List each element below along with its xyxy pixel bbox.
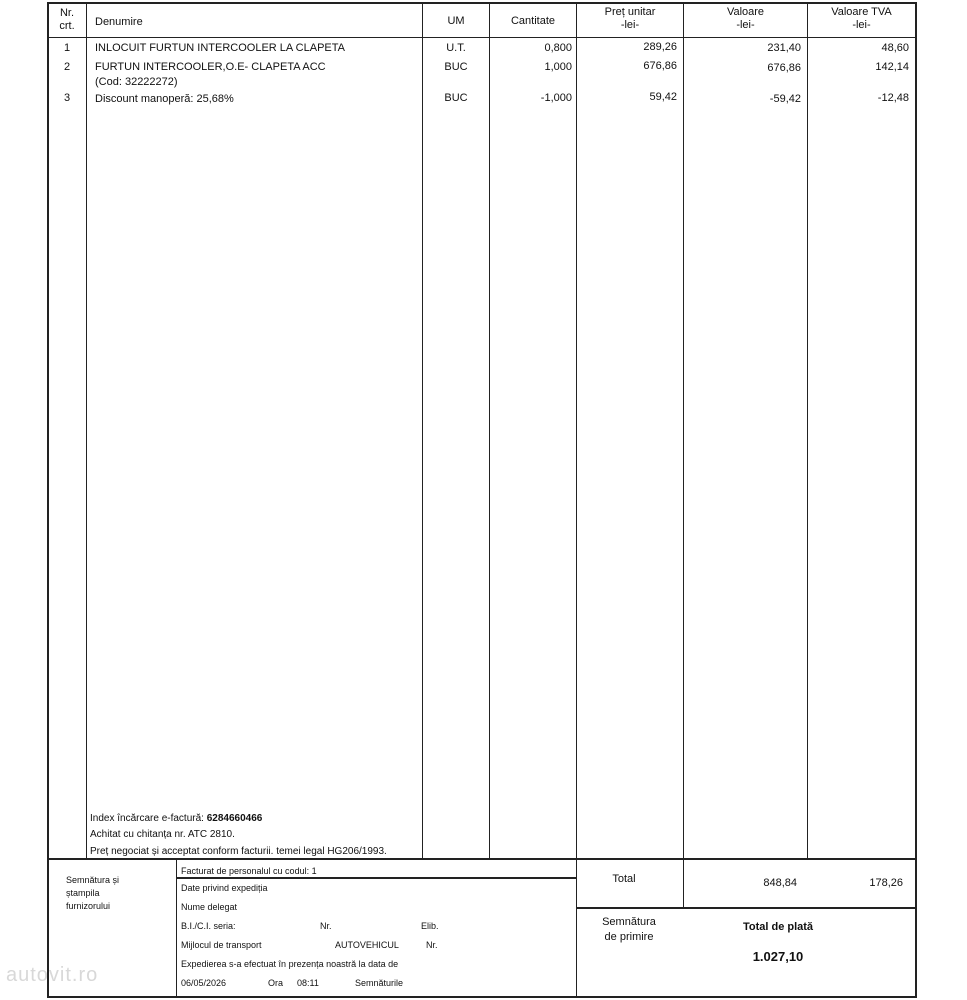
row-cantitate: -1,000: [540, 92, 572, 104]
row-cantitate: 1,000: [544, 61, 572, 73]
footer-left-divider: [176, 859, 177, 997]
mijloc-transport: Mijlocul de transport: [181, 940, 262, 950]
total-plata-label: Total de plată: [742, 921, 814, 933]
col-line-pret: [683, 2, 684, 908]
row-nr: 1: [63, 42, 71, 54]
index-label: Index încărcare e-factură:: [90, 813, 204, 824]
date-expeditie: Date privind expediția: [181, 883, 268, 893]
left-border: [47, 2, 49, 998]
row-um: BUC: [444, 92, 468, 104]
row-pret: 289,26: [643, 41, 677, 53]
footer-facturat-underline: [176, 877, 576, 879]
semnatura-furnizor-line2: ștampila: [66, 888, 100, 898]
header-valoare-line1: Valoare: [726, 6, 765, 18]
expediere-data: 06/05/2026: [181, 978, 227, 988]
pret-negociat: Preț negociat și acceptat conform facturii. temei legal HG206/1993.: [90, 846, 387, 857]
semnatura-furnizor-line3: furnizorului: [66, 901, 111, 911]
semnatura-primire-line1: Semnătura: [602, 916, 656, 928]
row-valoare: -59,42: [769, 93, 801, 105]
semnatura-primire-line2: de primire: [604, 931, 654, 943]
header-nr-crt: [48, 7, 86, 33]
nume-delegat: Nume delegat: [181, 902, 238, 912]
row-tva: -12,48: [877, 92, 909, 104]
footer-total-underline: [576, 907, 917, 909]
row-nr: 2: [63, 61, 71, 73]
header-tva-line1: Valoare TVA: [831, 6, 892, 18]
row-tva: 142,14: [875, 61, 909, 73]
row-um: U.T.: [446, 42, 466, 54]
bi-ci-seria: B.I./C.I. seria:: [181, 921, 236, 931]
header-pret-unitar: [577, 6, 683, 32]
header-valoare-line2: -lei-: [736, 19, 755, 31]
achitat-chitanta: Achitat cu chitanța nr. ATC 2810.: [90, 829, 235, 840]
total-label: Total: [612, 873, 636, 885]
header-cantitate: Cantitate: [510, 15, 556, 27]
row-denumire: INLOCUIT FURTUN INTERCOOLER LA CLAPETA: [95, 42, 345, 54]
header-valoare-tva: [808, 6, 915, 32]
autovehicul: AUTOVEHICUL: [335, 940, 399, 950]
header-tva-line2: -lei-: [852, 19, 871, 31]
total-tva: 178,26: [869, 877, 903, 889]
header-valoare: [684, 6, 807, 32]
row-pret: 676,86: [643, 60, 677, 72]
semnatura-furnizor-line1: Semnătura și: [66, 875, 120, 885]
row-cantitate: 0,800: [544, 42, 572, 54]
row-nr: 3: [63, 92, 71, 104]
row-denumire: FURTUN INTERCOOLER,O.E- CLAPETA ACC: [95, 61, 326, 73]
header-separator: [47, 37, 917, 38]
index-efactura: [90, 813, 262, 825]
header-pret-line2: -lei-: [620, 19, 640, 31]
right-border: [915, 2, 917, 998]
top-border: [47, 2, 916, 4]
autovit-watermark: autovit.ro: [6, 964, 99, 986]
expediere-ora: 08:11: [297, 978, 319, 988]
col-line-um: [489, 2, 490, 859]
expediere-ora-label: Ora: [268, 978, 284, 988]
row-valoare: 231,40: [767, 42, 801, 54]
row-pret: 59,42: [649, 91, 677, 103]
semnatura-furnizor: [66, 874, 119, 913]
col-line-denumire: [422, 2, 423, 859]
row-um: BUC: [444, 61, 468, 73]
row-valoare: 676,86: [767, 62, 801, 74]
header-denumire: Denumire: [95, 16, 143, 28]
row-denumire: Discount manoperă: 25,68%: [95, 93, 234, 105]
facturat-personal: Facturat de personalul cu codul: 1: [181, 866, 317, 876]
row-denumire-cod: (Cod: 32222272): [95, 76, 178, 88]
col-line-nr: [86, 2, 87, 859]
header-nr-line2: crt.: [59, 20, 75, 32]
total-plata-value: 1.027,10: [752, 949, 804, 964]
footer-mid-underline: [576, 906, 577, 908]
row-tva: 48,60: [881, 42, 909, 54]
bi-ci-elib: Elib.: [421, 921, 439, 931]
col-line-cantitate: [576, 2, 577, 998]
bi-ci-nr: Nr.: [320, 921, 332, 931]
header-um: UM: [447, 15, 465, 27]
col-line-valoare: [807, 2, 808, 859]
transport-nr: Nr.: [426, 940, 438, 950]
header-nr-line1: Nr.: [59, 7, 75, 19]
expedierea: Expedierea s-a efectuat în prezența noastră la data de: [181, 959, 399, 969]
header-pret-line1: Preț unitar: [604, 6, 656, 18]
index-value: 6284660466: [206, 813, 263, 824]
total-valoare: 848,84: [763, 877, 797, 889]
semnatura-primire: [577, 915, 681, 945]
bottom-border: [47, 996, 917, 998]
semnaturile: Semnăturile: [355, 978, 404, 988]
footer-separator: [47, 858, 917, 860]
